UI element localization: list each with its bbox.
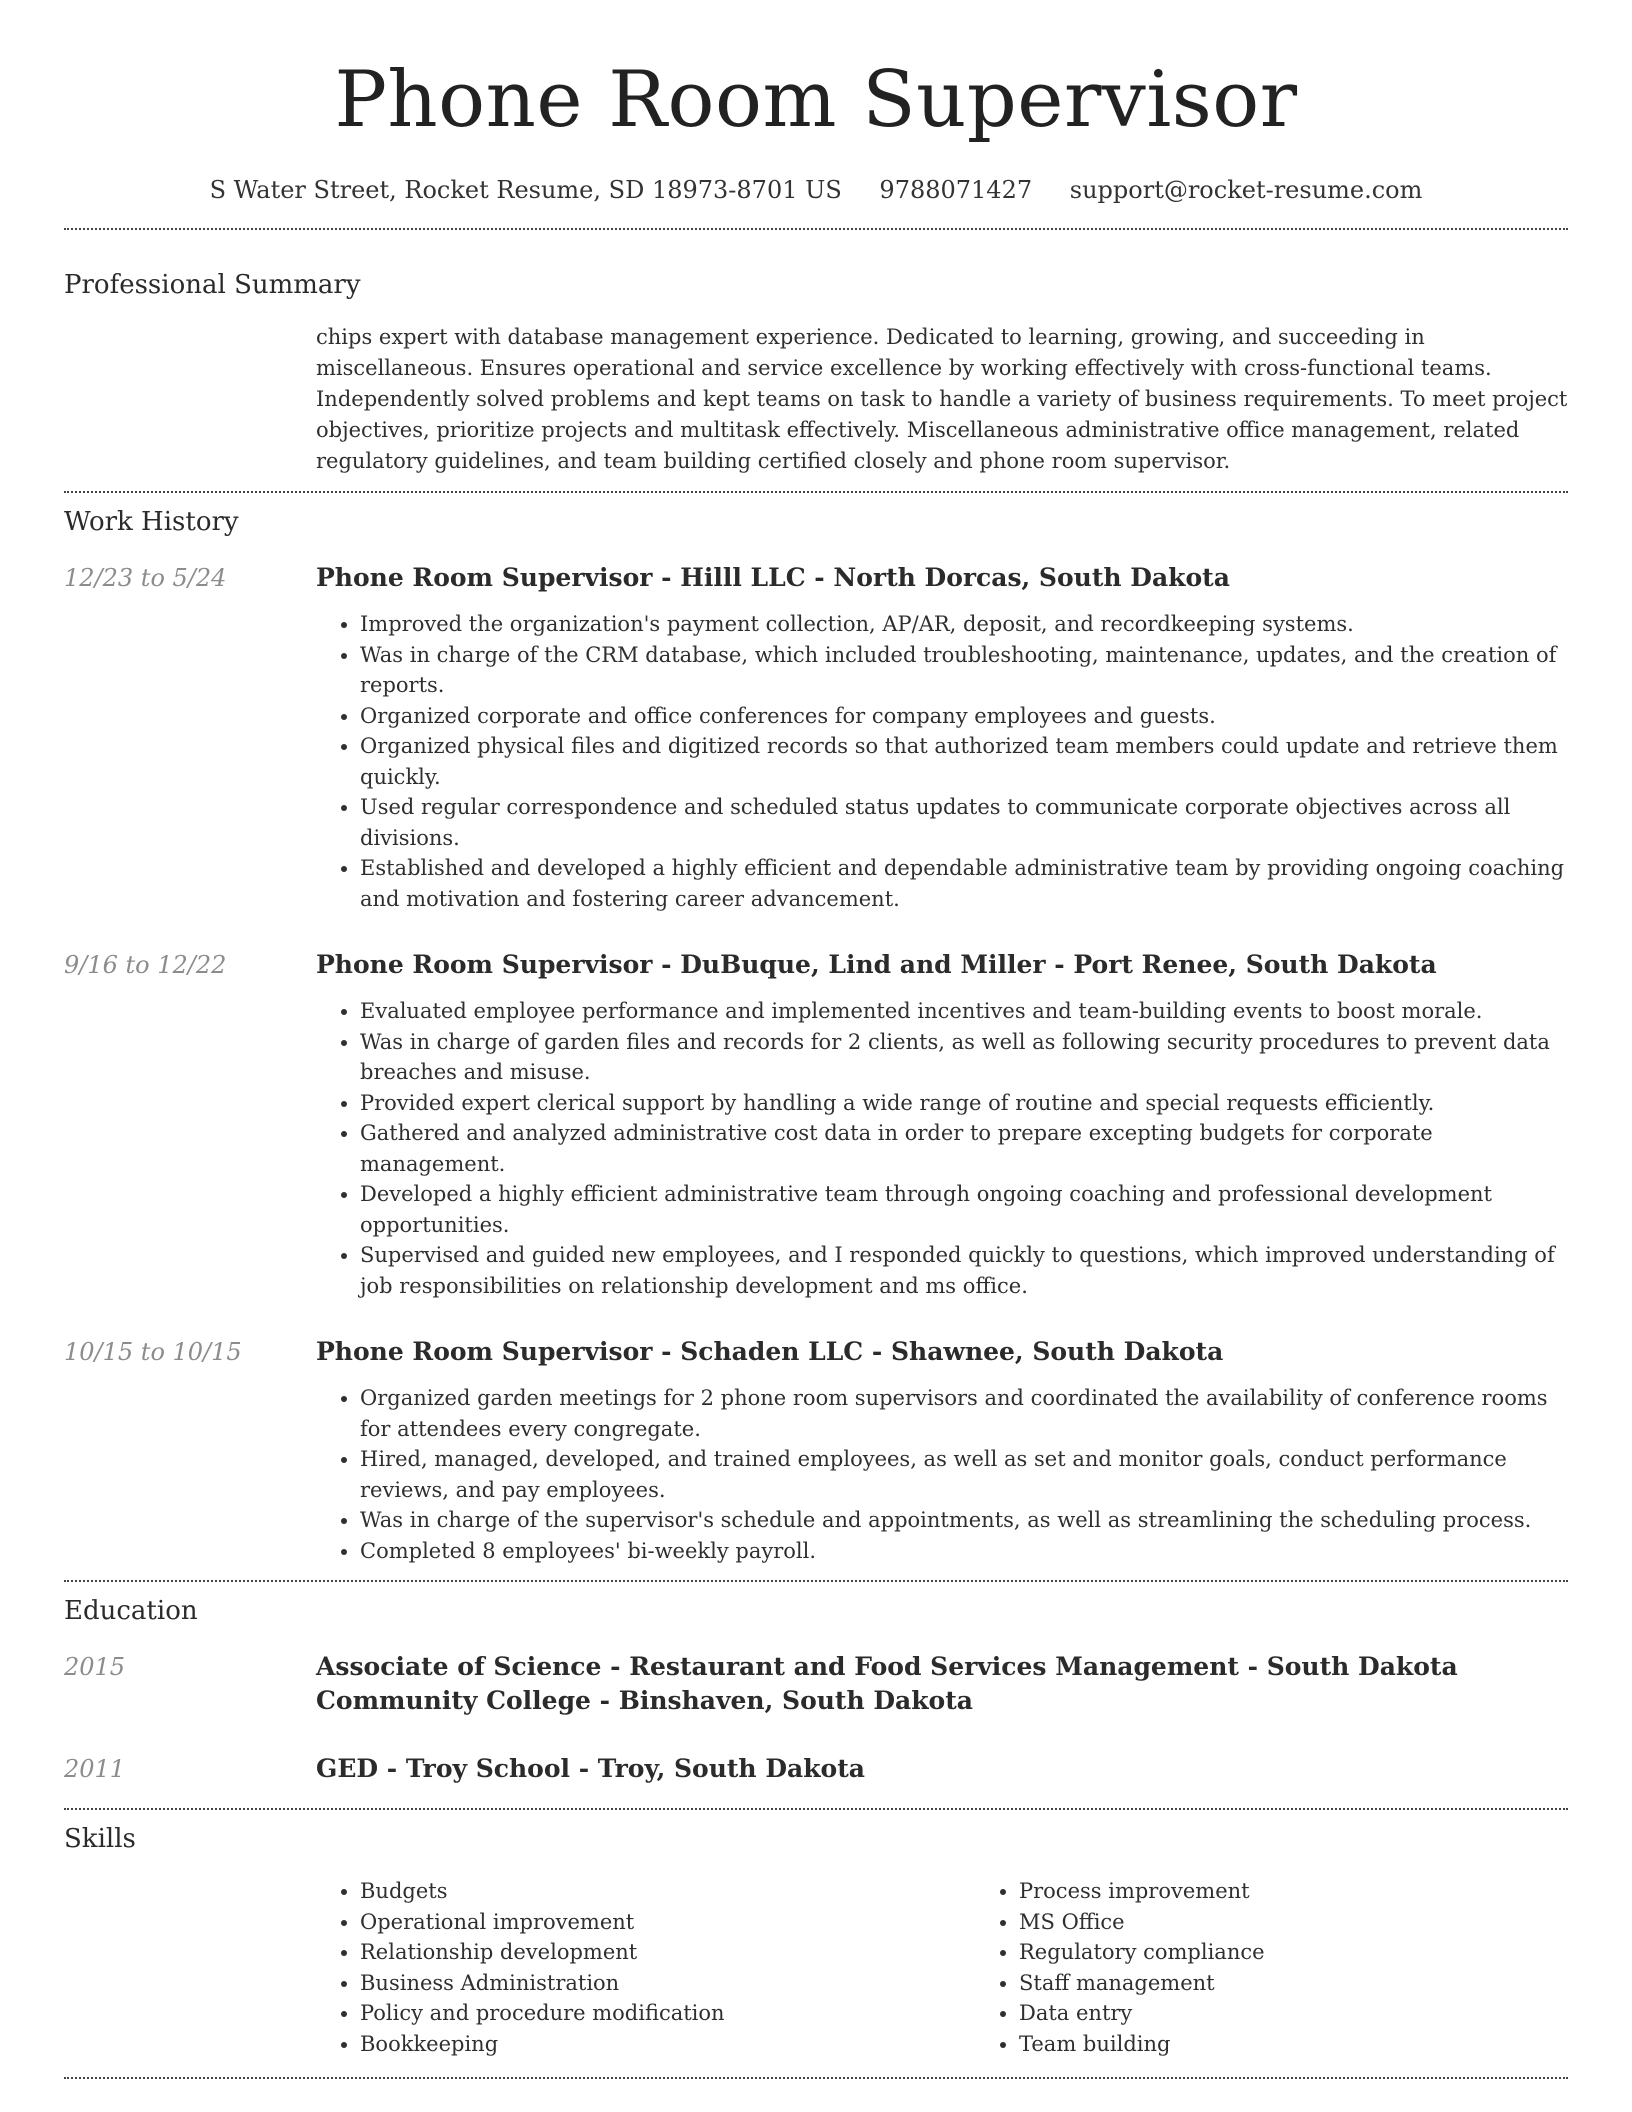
job-bullet: • Organized garden meetings for 2 phone room supervisors and coordinated the availability of conference rooms for attendees every congregate. bbox=[360, 1383, 1568, 1444]
skill-item: • Budgets bbox=[360, 1876, 975, 1907]
skills-title: Skills bbox=[64, 1824, 136, 1854]
job-dates: 9/16 to 12/22 bbox=[64, 951, 227, 979]
education-content bbox=[316, 1752, 1568, 1786]
contact-email: support@rocket-resume.com bbox=[1069, 176, 1423, 204]
divider bbox=[64, 228, 1568, 230]
job-content bbox=[316, 948, 1568, 1301]
skill-item: • Team building bbox=[1019, 2029, 1632, 2060]
divider bbox=[64, 1808, 1568, 1810]
skill-item: • Operational improvement bbox=[360, 1907, 975, 1938]
job-bullet: • Completed 8 employees' bi-weekly payroll. bbox=[360, 1536, 1568, 1567]
skill-item: • Regulatory compliance bbox=[1019, 1937, 1632, 1968]
summary-row bbox=[64, 322, 1568, 477]
job-bullets bbox=[316, 609, 1568, 914]
job-bullet: • Improved the organization's payment collection, AP/AR, deposit, and recordkeeping systems. bbox=[360, 609, 1568, 640]
skills-content bbox=[316, 1876, 1568, 2059]
job-bullet: • Used regular correspondence and scheduled status updates to communicate corporate objectives across all divisions. bbox=[360, 792, 1568, 853]
job-bullet: • Organized corporate and office conferences for company employees and guests. bbox=[360, 701, 1568, 732]
candidate-name: Phone Room Supervisor bbox=[334, 55, 1298, 145]
education-year: 2015 bbox=[64, 1653, 126, 1681]
skills-row bbox=[64, 1876, 1568, 2059]
skill-item: • Bookkeeping bbox=[360, 2029, 975, 2060]
skill-item: • Policy and procedure modification bbox=[360, 1998, 975, 2029]
skill-item: • Process improvement bbox=[1019, 1876, 1632, 1907]
skill-item: • MS Office bbox=[1019, 1907, 1632, 1938]
divider bbox=[64, 2077, 1568, 2079]
summary-text: chips expert with database management experience. Dedicated to learning, growing, and succeeding in miscellaneous. Ensures operational and service excellence by working effectively with cross-functional teams. Independently solved problems and kept teams on task to handle a variety of business requirements. To meet project objectives, prioritize projects and multitask effectively. Miscellaneous administrative office management, related regulatory guidelines, and team building certified closely and phone room supervisor. bbox=[316, 325, 1568, 473]
contact-address: S Water Street, Rocket Resume, SD 18973-8701 US bbox=[209, 176, 842, 204]
job-heading: Phone Room Supervisor - Hilll LLC - North Dorcas, South Dakota bbox=[316, 563, 1230, 592]
skill-item: • Relationship development bbox=[360, 1937, 975, 1968]
job-dates: 10/15 to 10/15 bbox=[64, 1338, 242, 1366]
job-bullet: • Organized physical files and digitized records so that authorized team members could update and retrieve them quickly. bbox=[360, 731, 1568, 792]
job-bullet: • Gathered and analyzed administrative cost data in order to prepare excepting budgets for corporate management. bbox=[360, 1118, 1568, 1179]
job-bullet: • Evaluated employee performance and implemented incentives and team-building events to boost morale. bbox=[360, 996, 1568, 1027]
education-heading: Associate of Science - Restaurant and Food Services Management - South Dakota Community College - Binshaven, South Dakota bbox=[316, 1652, 1458, 1715]
divider bbox=[64, 1580, 1568, 1582]
job-content bbox=[316, 1335, 1568, 1566]
summary-spacer bbox=[64, 322, 316, 477]
education-title: Education bbox=[64, 1596, 198, 1626]
job-bullet: • Hired, managed, developed, and trained employees, as well as set and monitor goals, conduct performance reviews, and pay employees. bbox=[360, 1444, 1568, 1505]
job-heading: Phone Room Supervisor - DuBuque, Lind and Miller - Port Renee, South Dakota bbox=[316, 950, 1437, 979]
job-dates: 12/23 to 5/24 bbox=[64, 564, 227, 592]
job-bullet: • Was in charge of garden files and records for 2 clients, as well as following security procedures to prevent data breaches and misuse. bbox=[360, 1027, 1568, 1088]
skill-item: • Staff management bbox=[1019, 1968, 1632, 1999]
job-entry bbox=[64, 948, 1568, 1301]
work-title: Work History bbox=[64, 507, 239, 537]
education-entry bbox=[64, 1650, 1568, 1718]
summary-title: Professional Summary bbox=[64, 270, 361, 300]
contact-line bbox=[64, 174, 1568, 206]
job-entry bbox=[64, 1335, 1568, 1566]
summary-section bbox=[64, 268, 1568, 477]
job-entry bbox=[64, 561, 1568, 914]
contact-phone: 9788071427 bbox=[879, 176, 1033, 204]
skill-item: • Business Administration bbox=[360, 1968, 975, 1999]
education-year: 2011 bbox=[64, 1755, 126, 1783]
skills-list-right bbox=[975, 1876, 1632, 2059]
education-entry bbox=[64, 1752, 1568, 1786]
job-heading: Phone Room Supervisor - Schaden LLC - Shawnee, South Dakota bbox=[316, 1337, 1224, 1366]
skills-section bbox=[64, 1822, 1568, 2059]
summary-content bbox=[316, 322, 1568, 477]
skills-spacer bbox=[64, 1876, 316, 2059]
job-bullet: • Provided expert clerical support by handling a wide range of routine and special requests efficiently. bbox=[360, 1088, 1568, 1119]
job-bullet: • Developed a highly efficient administrative team through ongoing coaching and professional development opportunities. bbox=[360, 1179, 1568, 1240]
skill-item: • Data entry bbox=[1019, 1998, 1632, 2029]
job-content bbox=[316, 561, 1568, 914]
divider bbox=[64, 491, 1568, 493]
education-section bbox=[64, 1594, 1568, 1786]
skills-list-left bbox=[316, 1876, 975, 2059]
work-section bbox=[64, 505, 1568, 1566]
job-bullet: • Supervised and guided new employees, and I responded quickly to questions, which improved understanding of job responsibilities on relationship development and ms office. bbox=[360, 1240, 1568, 1301]
job-bullet: • Established and developed a highly efficient and dependable administrative team by providing ongoing coaching and motivation and fostering career advancement. bbox=[360, 853, 1568, 914]
job-bullet: • Was in charge of the CRM database, which included troubleshooting, maintenance, updates, and the creation of reports. bbox=[360, 640, 1568, 701]
skills-grid bbox=[316, 1876, 1568, 2059]
education-content bbox=[316, 1650, 1568, 1718]
job-bullets bbox=[316, 1383, 1568, 1566]
job-bullets bbox=[316, 996, 1568, 1301]
education-heading: GED - Troy School - Troy, South Dakota bbox=[316, 1754, 865, 1783]
job-bullet: • Was in charge of the supervisor's schedule and appointments, as well as streamlining the scheduling process. bbox=[360, 1505, 1568, 1536]
